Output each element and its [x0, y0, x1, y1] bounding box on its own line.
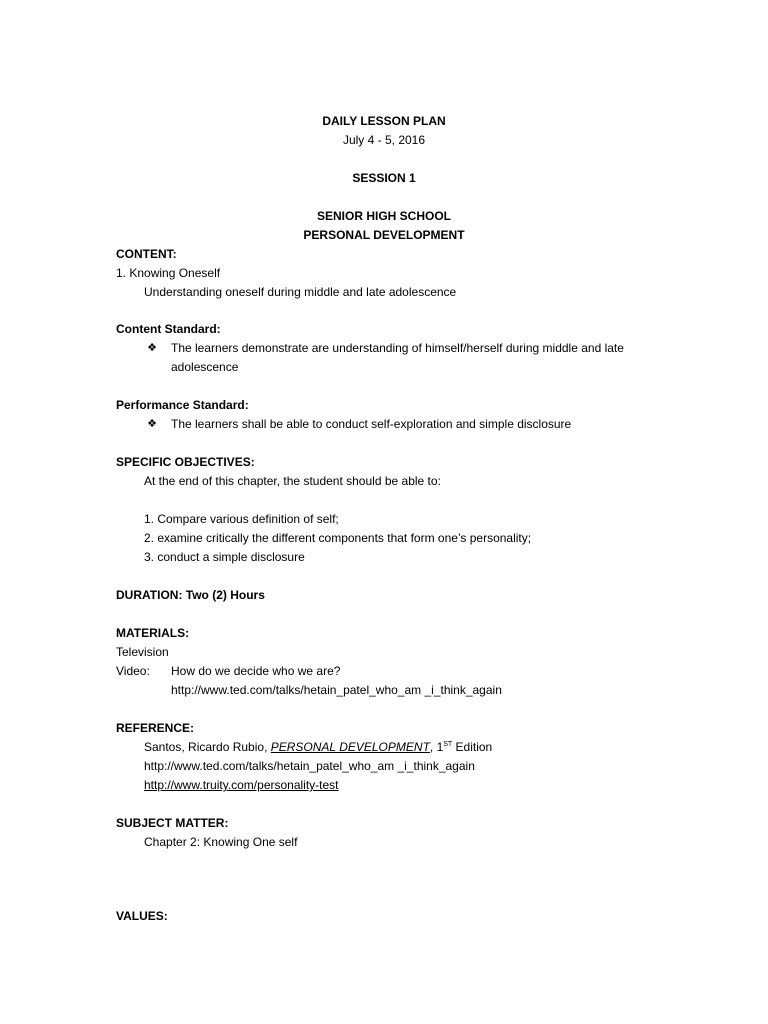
- lesson-date: July 4 - 5, 2016: [342, 133, 426, 147]
- video-label: Video:: [116, 664, 150, 678]
- content-standard-line-2: adolescence: [171, 360, 239, 374]
- session-label: SESSION 1: [352, 171, 416, 185]
- video-url: http://www.ted.com/talks/hetain_patel_who_am _i_think_again: [171, 683, 502, 697]
- reference-edition-suffix: ST: [443, 741, 453, 748]
- reference-book-title: PERSONAL DEVELOPMENT: [270, 740, 430, 754]
- content-standard-line-1: The learners demonstrate are understanding of himself/herself during middle and late: [171, 341, 624, 355]
- diamond-bullet-icon: ❖: [147, 342, 157, 354]
- document-title: DAILY LESSON PLAN: [322, 114, 446, 128]
- duration-text: DURATION: Two (2) Hours: [116, 588, 265, 602]
- video-title: How do we decide who we are?: [171, 664, 341, 678]
- diamond-bullet-icon: ❖: [147, 418, 157, 430]
- materials-heading: MATERIALS:: [116, 626, 190, 640]
- objective-item: 2. examine critically the different components that form one’s personality;: [144, 531, 532, 545]
- subject-title: PERSONAL DEVELOPMENT: [303, 228, 465, 242]
- objective-item: 3. conduct a simple disclosure: [144, 550, 305, 564]
- materials-item: Television: [116, 645, 169, 659]
- content-item: 1. Knowing Oneself: [116, 266, 221, 280]
- reference-edition-text: Edition: [452, 740, 493, 754]
- content-standard-heading: Content Standard:: [116, 322, 221, 336]
- reference-edition-number: , 1: [429, 740, 444, 754]
- objectives-intro: At the end of this chapter, the student should be able to:: [144, 474, 441, 488]
- reference-url-ted: http://www.ted.com/talks/hetain_patel_who_am _i_think_again: [144, 759, 475, 773]
- reference-url-truity-link[interactable]: http://www.truity.com/personality-test: [144, 778, 339, 792]
- reference-author: Santos, Ricardo Rubio,: [144, 740, 271, 754]
- reference-heading: REFERENCE:: [116, 721, 195, 735]
- content-description: Understanding oneself during middle and late adolescence: [144, 285, 457, 299]
- values-heading: VALUES:: [116, 909, 168, 923]
- subject-matter-heading: SUBJECT MATTER:: [116, 816, 229, 830]
- objective-item: 1. Compare various definition of self;: [144, 512, 339, 526]
- subject-matter-text: Chapter 2: Knowing One self: [144, 835, 298, 849]
- school-level: SENIOR HIGH SCHOOL: [316, 209, 451, 223]
- performance-standard-heading: Performance Standard:: [116, 398, 249, 412]
- reference-book: [144, 738, 492, 757]
- content-heading: CONTENT:: [116, 247, 177, 261]
- performance-standard-text: The learners shall be able to conduct self-exploration and simple disclosure: [171, 417, 572, 431]
- objectives-heading: SPECIFIC OBJECTIVES:: [116, 455, 255, 469]
